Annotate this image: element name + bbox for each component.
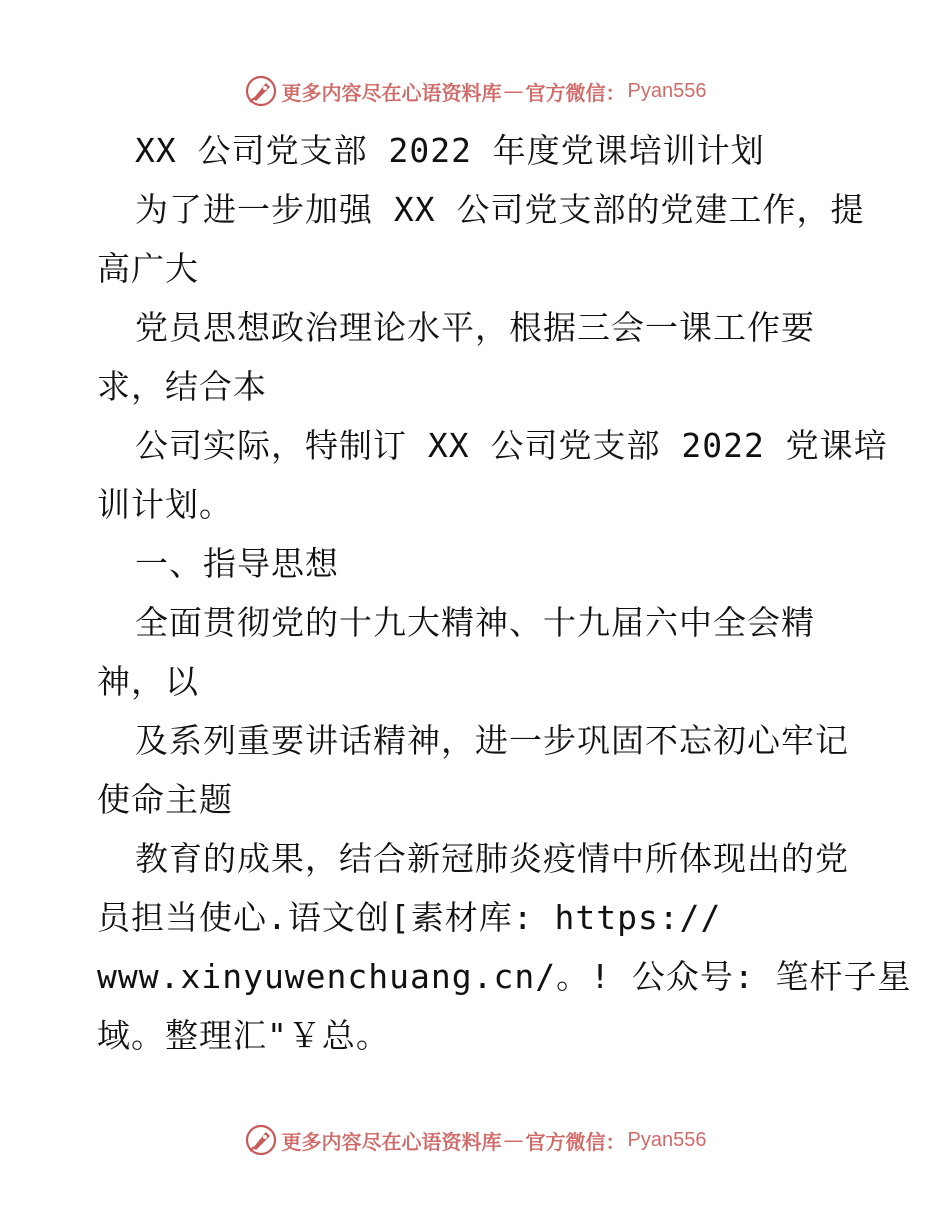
- paragraph-line: 员担当使心.语文创[素材库: https://: [97, 898, 722, 937]
- banner-wechat-id: Pyan556: [627, 1128, 707, 1151]
- paragraph-line: 公司实际，特制订 XX 公司党支部 2022 党课培: [135, 426, 888, 465]
- header-banner: [0, 71, 950, 111]
- banner-dash: —: [503, 79, 524, 103]
- paragraph-line: 域。整理汇"￥总。: [97, 1016, 390, 1055]
- section-heading: 一、指导思想: [135, 544, 339, 583]
- paragraph-line: www.xinyuwenchuang.cn/。! 公众号: 笔杆子星: [97, 957, 912, 996]
- paragraph-line: 教育的成果，结合新冠肺炎疫情中所体现出的党: [135, 839, 849, 878]
- paragraph-line: 训计划。: [97, 485, 233, 524]
- banner-wechat-id: Pyan556: [627, 79, 707, 102]
- paragraph-line: 使命主题: [97, 780, 233, 819]
- paragraph-line: 全面贯彻党的十九大精神、十九届六中全会精: [135, 603, 815, 642]
- paragraph-line: 为了进一步加强 XX 公司党支部的党建工作，提: [135, 190, 865, 229]
- banner-wechat-label: 官方微信：: [525, 80, 626, 105]
- banner-dash: —: [503, 1128, 524, 1152]
- banner-site-text: 更多内容尽在心语资料库: [281, 1129, 502, 1154]
- footer-banner: [0, 1120, 950, 1160]
- pen-nib-logo-icon: [244, 1123, 278, 1157]
- document-body: [97, 121, 912, 1065]
- paragraph-line: 神，以: [97, 662, 199, 701]
- paragraph-line: 党员思想政治理论水平，根据三会一课工作要: [135, 308, 815, 347]
- pen-nib-logo-icon: [244, 74, 278, 108]
- document-title: XX 公司党支部 2022 年度党课培训计划: [135, 131, 765, 170]
- paragraph-line: 求，结合本: [97, 367, 267, 406]
- paragraph-line: 及系列重要讲话精神，进一步巩固不忘初心牢记: [135, 721, 849, 760]
- paragraph-line: 高广大: [97, 249, 199, 288]
- banner-site-text: 更多内容尽在心语资料库: [281, 80, 502, 105]
- banner-wechat-label: 官方微信：: [525, 1129, 626, 1154]
